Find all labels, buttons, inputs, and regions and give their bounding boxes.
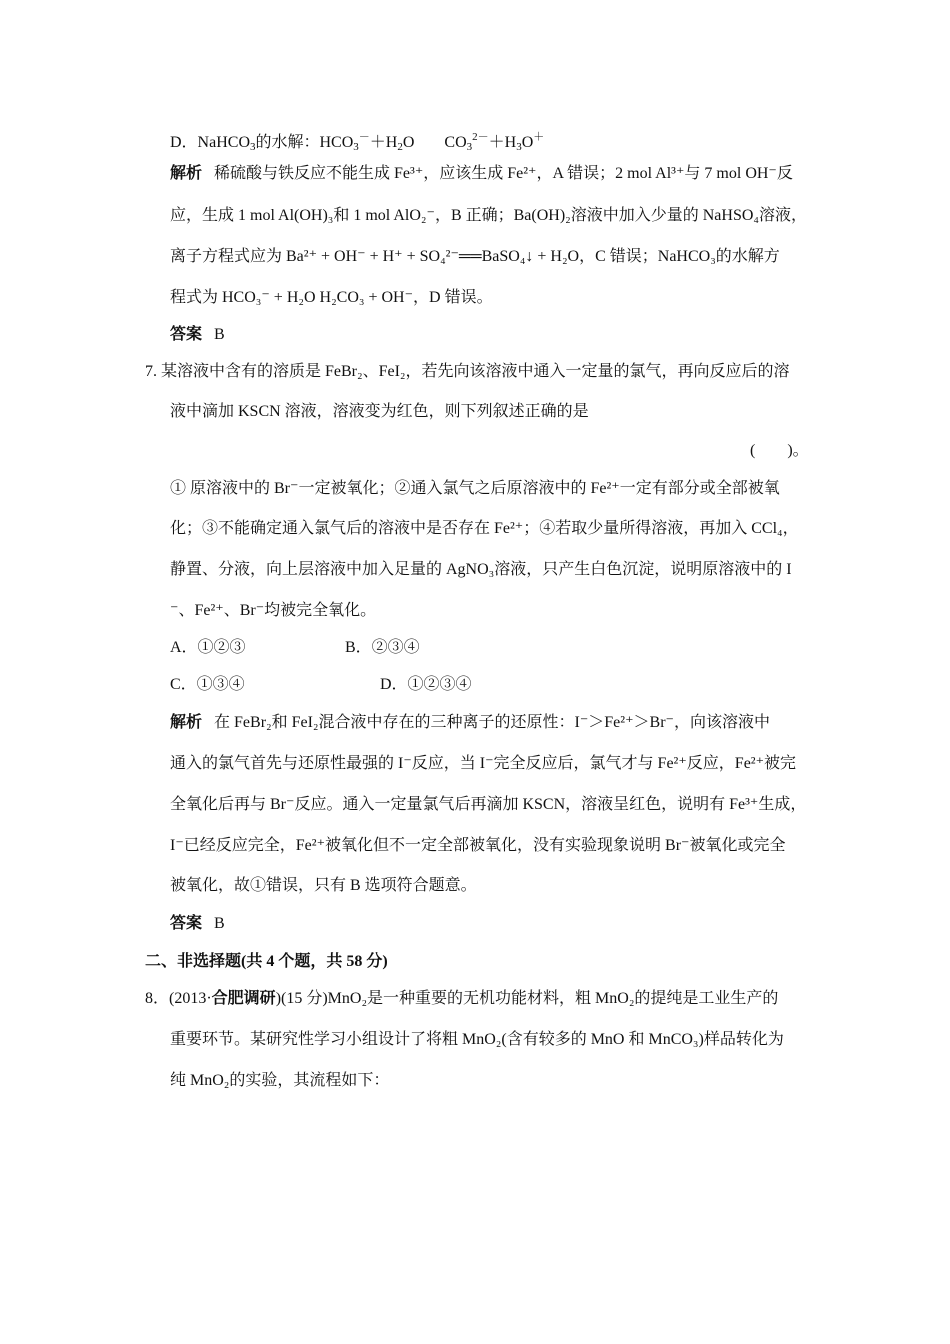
q7-stem-line-2: 液中滴加 KSCN 溶液，溶液变为红色，则下列叙述正确的是 (170, 403, 589, 420)
q7-option-b: B．②③④ (345, 639, 420, 656)
q7-stem-line-1: 7. 某溶液中含有的溶质是 FeBr₂、FeI₂，若先向该溶液中通入一定量的氯气，再向反应后的溶 (145, 363, 790, 380)
q7-statement-line-3: 静置、分液，向上层溶液中加入足量的 AgNO₃溶液，只产生白色沉淀，说明原溶液中的 I (170, 561, 792, 578)
q8-line-2: 重要环节。某研究性学习小组设计了将粗 MnO₂(含有较多的 MnO 和 MnCO₃)样品转化为 (170, 1031, 784, 1048)
q7-analysis-line-3: 全氧化后再与 Br⁻反应。通入一定量氯气后再滴加 KSCN，溶液呈红色，说明有 Fe³⁺生成， (170, 796, 807, 813)
answer-label: 答案 (170, 915, 203, 932)
q7-analysis-line-4: I⁻已经反应完全，Fe²⁺被氧化但不一定全部被氧化，没有实验现象说明 Br⁻被氧化或完全 (170, 837, 786, 854)
analysis-label: 解析 (170, 714, 203, 731)
q6-analysis-line-1: 解析 稀硫酸与铁反应不能生成 Fe³⁺，应该生成 Fe²⁺，A 错误；2 mol Al³⁺与 7 mol OH⁻反 (170, 165, 793, 182)
q7-option-d: D．①②③④ (380, 676, 472, 693)
q7-option-a: A．①②③ (170, 639, 246, 656)
q7-answer (170, 914, 225, 934)
q6-answer (170, 325, 225, 345)
q7-statement-line-1: ① 原溶液中的 Br⁻一定被氧化；②通入氯气之后原溶液中的 Fe²⁺一定有部分或全部被氧 (170, 480, 780, 497)
q8-line-1: 8．(2013·合肥调研)(15 分)MnO₂是一种重要的无机功能材料，粗 MnO₂的提纯是工业生产的 (145, 990, 779, 1007)
q6-analysis-line-3: 离子方程式应为 Ba²⁺ + OH⁻ + H⁺ + SO₄²⁻══BaSO₄↓ + H₂O，C 错误；NaHCO₃的水解方 (170, 248, 780, 265)
q7-statement-line-2: 化；③不能确定通入氯气后的溶液中是否存在 Fe²⁺；④若取少量所得溶液，再加入 CCl₄， (170, 520, 799, 537)
q7-analysis-line-1: 解析 在 FeBr₂和 FeI₂混合液中存在的三种离子的还原性：I⁻＞Fe²⁺＞Br⁻，向该溶液中 (170, 714, 770, 731)
q6-option-d: D．NaHCO3的水解：HCO3－＋H2O $CO3^{2-}+H3O^+$ (170, 131, 545, 153)
section-heading: 二、非选择题(共 4 个题，共 58 分) (145, 953, 388, 970)
q8-line-3: 纯 MnO₂的实验，其流程如下： (170, 1072, 390, 1089)
answer-value: B (214, 326, 225, 343)
q7-statement-line-4: ⁻、Fe²⁺、Br⁻均被完全氧化。 (170, 602, 377, 619)
q7-analysis-line-5: 被氧化，故①错误，只有 B 选项符合题意。 (170, 877, 477, 894)
analysis-label: 解析 (170, 165, 203, 182)
q6-analysis-line-4: 程式为 HCO₃⁻ + H₂O H₂CO₃ + OH⁻，D 错误。 (170, 289, 493, 306)
answer-label: 答案 (170, 326, 203, 343)
q7-analysis-line-2: 通入的氯气首先与还原性最强的 I⁻反应，当 I⁻完全反应后，氯气才与 Fe²⁺反应，Fe²⁺被完 (170, 755, 797, 772)
answer-value: B (214, 915, 225, 932)
q7-option-c: C．①③④ (170, 676, 245, 693)
q6-analysis-line-2: 应，生成 1 mol Al(OH)₃和 1 mol AlO₂⁻，B 正确；Ba(OH)₂溶液中加入少量的 NaHSO₄溶液， (170, 207, 807, 224)
answer-bracket: ( )。 (750, 442, 809, 459)
